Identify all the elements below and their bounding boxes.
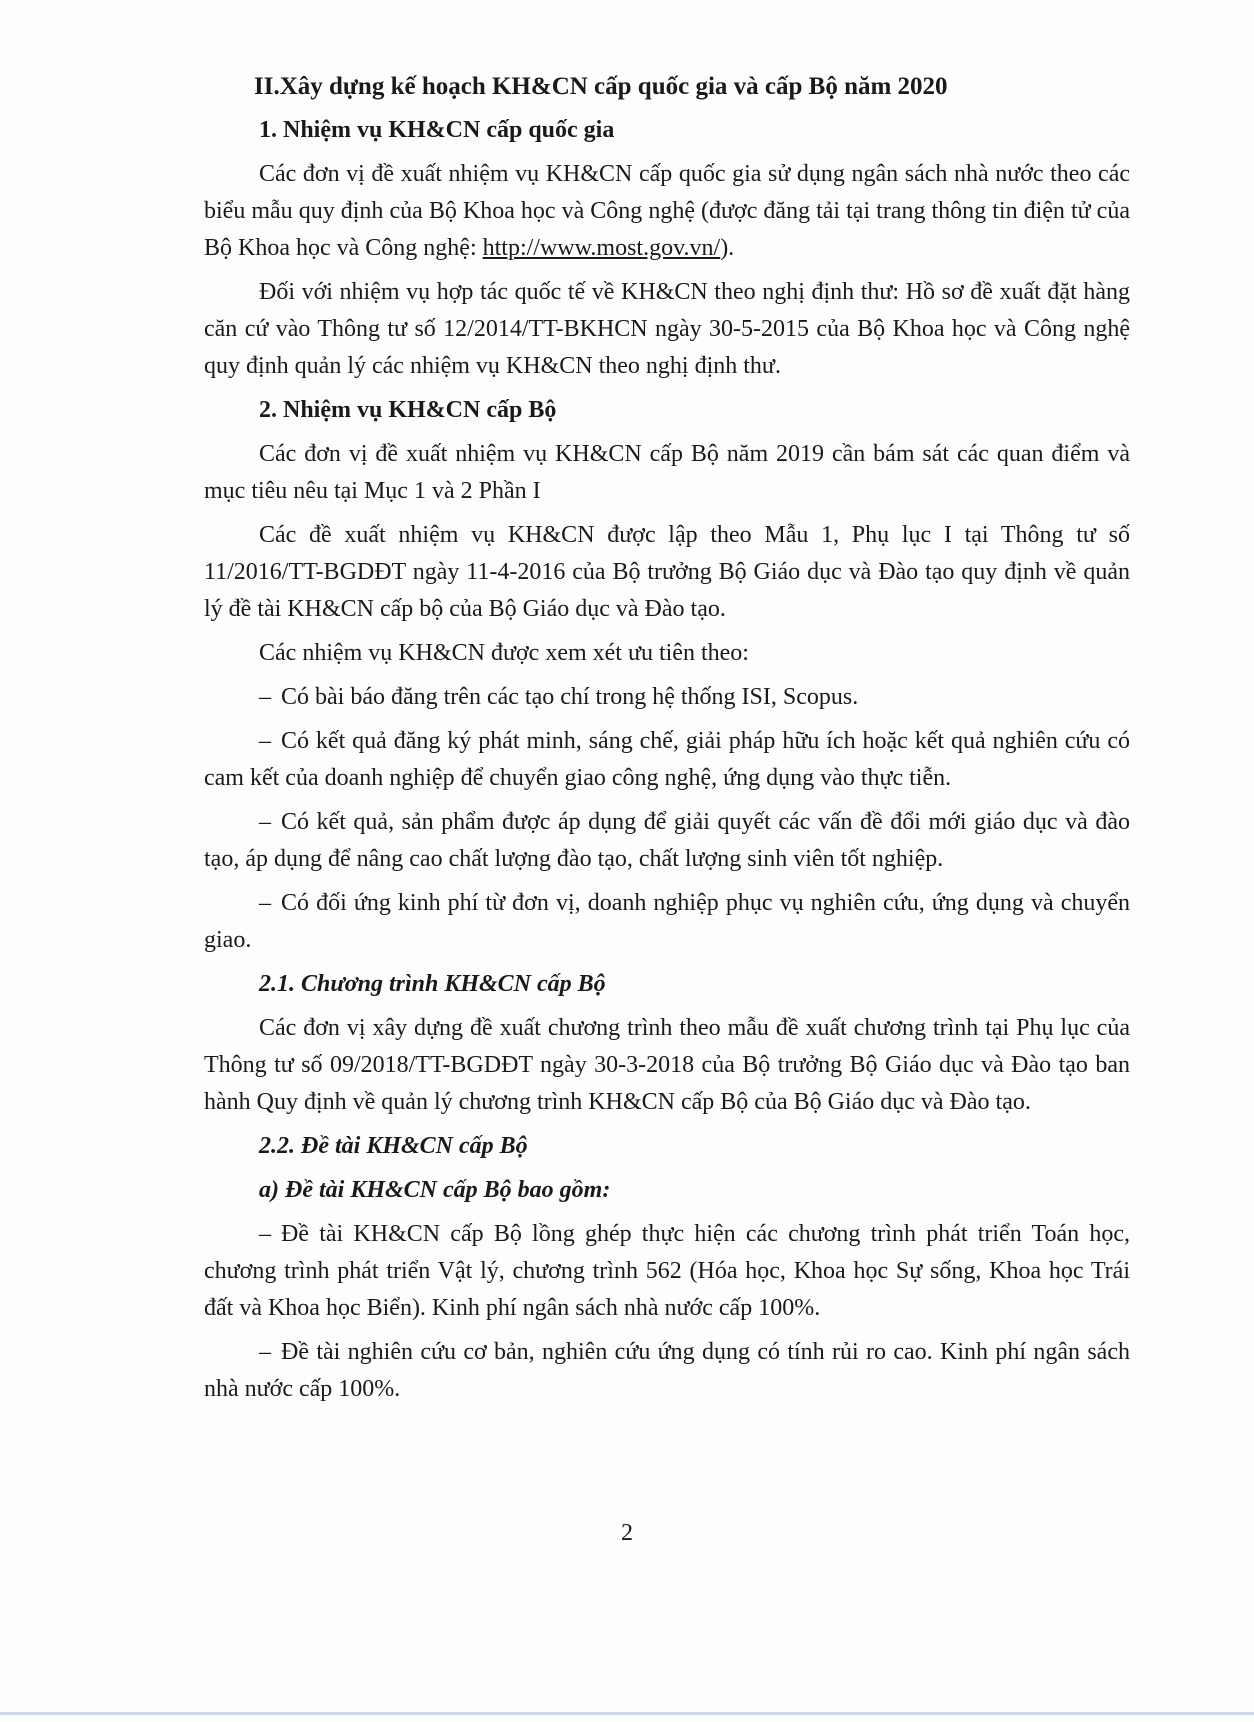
paragraph-text-end: ).: [720, 235, 735, 261]
paragraph-proposal-template: Các đề xuất nhiệm vụ KH&CN được lập theo Mẫu 1, Phụ lục I tại Thông tư số 11/2016/TT-BGDĐT ngày 11-4-2016 của Bộ trưởng Bộ Giáo dục và Đào tạo quy định về quản lý đề tài KH&CN cấp bộ của Bộ Giáo dục và Đào tạo.: [204, 522, 1130, 622]
paragraph-international-cooperation: Đối với nhiệm vụ hợp tác quốc tế về KH&CN theo nghị định thư: Hồ sơ đề xuất đặt hàng căn cứ vào Thông tư số 12/2014/TT-BKHCN ngày 30-5-2015 của Bộ Khoa học và Công nghệ quy định quản lý các nhiệm vụ KH&CN theo nghị định thư.: [204, 279, 1130, 379]
list-item: [204, 804, 1130, 878]
heading-ministry-tasks: 2. Nhiệm vụ KH&CN cấp Bộ: [259, 397, 557, 423]
list-item-text: Có kết quả đăng ký phát minh, sáng chế, giải pháp hữu ích hoặc kết quả nghiên cứu có cam kết của doanh nghiệp để chuyển giao công nghệ, ứng dụng vào thực tiễn.: [204, 728, 1130, 791]
bullet-dash: –: [259, 728, 271, 754]
list-item-text: Có đối ứng kinh phí từ đơn vị, doanh nghiệp phục vụ nghiên cứu, ứng dụng và chuyển giao.: [204, 890, 1130, 953]
list-item: [204, 1216, 1130, 1327]
list-item: [204, 885, 1130, 959]
bullet-dash: –: [259, 890, 271, 916]
paragraph-ministry-proposals: Các đơn vị đề xuất nhiệm vụ KH&CN cấp Bộ năm 2019 cần bám sát các quan điểm và mục tiêu nêu tại Mục 1 và 2 Phần I: [204, 441, 1130, 504]
list-item: [204, 1334, 1130, 1408]
paragraph-program-proposal: Các đơn vị xây dựng đề xuất chương trình theo mẫu đề xuất chương trình tại Phụ lục của Thông tư số 09/2018/TT-BGDĐT ngày 30-3-2018 của Bộ trưởng Bộ Giáo dục và Đào tạo ban hành Quy định về quản lý chương trình KH&CN cấp Bộ của Bộ Giáo dục và Đào tạo.: [204, 1015, 1130, 1115]
list-item: [204, 679, 1130, 716]
list-item-text: Có bài báo đăng trên các tạo chí trong hệ thống ISI, Scopus.: [281, 684, 859, 710]
list-item-text: Đề tài nghiên cứu cơ bản, nghiên cứu ứng dụng có tính rủi ro cao. Kinh phí ngân sách nhà nước cấp 100%.: [204, 1339, 1130, 1402]
paragraph-priority-intro: Các nhiệm vụ KH&CN được xem xét ưu tiên theo:: [259, 640, 749, 666]
section-title: II.Xây dựng kế hoạch KH&CN cấp quốc gia và cấp Bộ năm 2020: [254, 73, 948, 100]
subheading-topics-include: a) Đề tài KH&CN cấp Bộ bao gồm:: [259, 1177, 611, 1203]
bullet-dash: –: [259, 1221, 271, 1247]
heading-ministry-topics: 2.2. Đề tài KH&CN cấp Bộ: [259, 1133, 528, 1159]
bullet-dash: –: [259, 809, 271, 835]
heading-national-tasks: 1. Nhiệm vụ KH&CN cấp quốc gia: [259, 117, 615, 143]
paragraph-national-forms: [204, 156, 1130, 267]
list-item: [204, 723, 1130, 797]
most-website-link[interactable]: http://www.most.gov.vn/: [482, 235, 721, 261]
paragraph-text: Các đơn vị đề xuất nhiệm vụ KH&CN cấp quốc gia sử dụng ngân sách nhà nước theo các biểu mẫu quy định của Bộ Khoa học và Công nghệ (được đăng tải tại trang thông tin điện tử của Bộ Khoa học và Công nghệ:: [204, 161, 1130, 261]
list-item-text: Đề tài KH&CN cấp Bộ lồng ghép thực hiện các chương trình phát triển Toán học, chương trình phát triển Vật lý, chương trình 562 (Hóa học, Khoa học Sự sống, Khoa học Trái đất và Khoa học Biển). Kinh phí ngân sách nhà nước cấp 100%.: [204, 1221, 1130, 1321]
page-number: 2: [621, 1520, 633, 1546]
bullet-dash: –: [259, 684, 271, 710]
document-body: [204, 68, 1130, 1415]
heading-ministry-program: 2.1. Chương trình KH&CN cấp Bộ: [259, 971, 606, 997]
scan-edge-divider: [0, 1712, 1254, 1715]
list-item-text: Có kết quả, sản phẩm được áp dụng để giải quyết các vấn đề đổi mới giáo dục và đào tạo, áp dụng để nâng cao chất lượng đào tạo, chất lượng sinh viên tốt nghiệp.: [204, 809, 1130, 872]
bullet-dash: –: [259, 1339, 271, 1365]
